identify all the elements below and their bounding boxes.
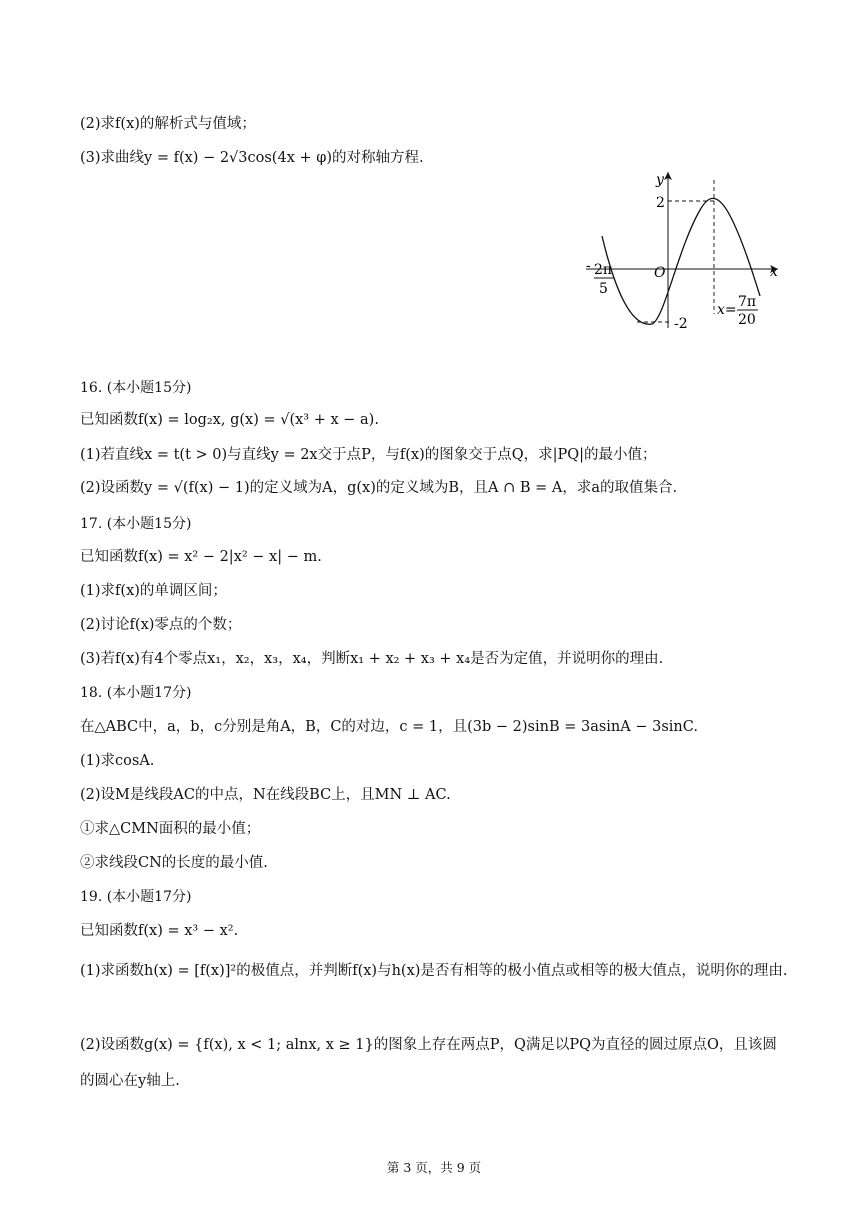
x-axis-label: x (770, 264, 778, 280)
min-label: -2 (674, 316, 688, 332)
q17-part1: (1)求f(x)的单调区间； (80, 583, 227, 599)
q18-part2: (2)设M是线段AC的中点，N在线段BC上，且MN ⊥ AC. (80, 787, 451, 803)
sine-graph (582, 168, 792, 338)
right-tick-prefix: x= (717, 302, 737, 318)
q17-part3: (3)若f(x)有4个零点x₁，x₂，x₃，x₄，判断x₁ + x₂ + x₃ + x₄是否为定值，并说明你的理由. (80, 651, 664, 667)
q16-part1: (1)若直线x = t(t > 0)与直线y = 2x交于点P，与f(x)的图象交于点Q，求|PQ|的最小值； (80, 447, 657, 463)
q18-part2-sub1: ①求△CMN面积的最小值； (80, 821, 261, 837)
left-tick-sign: - (586, 258, 591, 274)
q19-intro: 已知函数f(x) = x³ − x². (80, 923, 239, 939)
q18-heading: 18. (本小题17分) (80, 685, 192, 701)
right-tick-denominator: 20 (738, 312, 756, 328)
max-label: 2 (656, 195, 665, 211)
q15-part3: (3)求曲线y = f(x) − 2√3cos(4x + φ)的对称轴方程. (80, 150, 424, 166)
q15-part2: (2)求f(x)的解析式与值域； (80, 116, 256, 132)
q16-part2: (2)设函数y = √(f(x) − 1)的定义域为A，g(x)的定义域为B，且A ∩ B = A，求a的取值集合. (80, 480, 678, 496)
q17-heading: 17. (本小题15分) (80, 516, 192, 532)
y-axis-label: y (656, 172, 664, 188)
sine-graph-svg (582, 168, 792, 338)
right-tick-numerator: 7π (738, 294, 757, 310)
left-tick-denominator: 5 (599, 281, 608, 297)
q17-part2: (2)讨论f(x)零点的个数； (80, 617, 242, 633)
q18-part2-sub2: ②求线段CN的长度的最小值. (80, 855, 268, 871)
origin-label: O (654, 265, 666, 281)
q19-part2: (2)设函数g(x) = {f(x), x < 1; alnx, x ≥ 1}的图象上存在两点P，Q满足以PQ为直径的圆过原点O，且该圆的圆心在y轴上. (80, 1037, 777, 1089)
q19-heading: 19. (本小题17分) (80, 889, 192, 905)
q17-intro: 已知函数f(x) = x² − 2|x² − x| − m. (80, 549, 322, 565)
q19-part1: (1)求函数h(x) = [f(x)]²的极值点，并判断f(x)与h(x)是否有相等的极小值点或相等的极大值点，说明你的理由. (80, 963, 788, 979)
q18-intro: 在△ABC中，a，b，c分别是角A，B，C的对边，c = 1，且(3b − 2)sinB = 3asinA − 3sinC. (80, 719, 698, 735)
page-footer: 第 3 页，共 9 页 (386, 1160, 482, 1175)
q16-heading: 16. (本小题15分) (80, 380, 192, 396)
q16-intro: 已知函数f(x) = log₂x, g(x) = √(x³ + x − a). (80, 412, 379, 428)
q18-part1: (1)求cosA. (80, 753, 155, 769)
left-tick-numerator: 2π (594, 262, 613, 278)
